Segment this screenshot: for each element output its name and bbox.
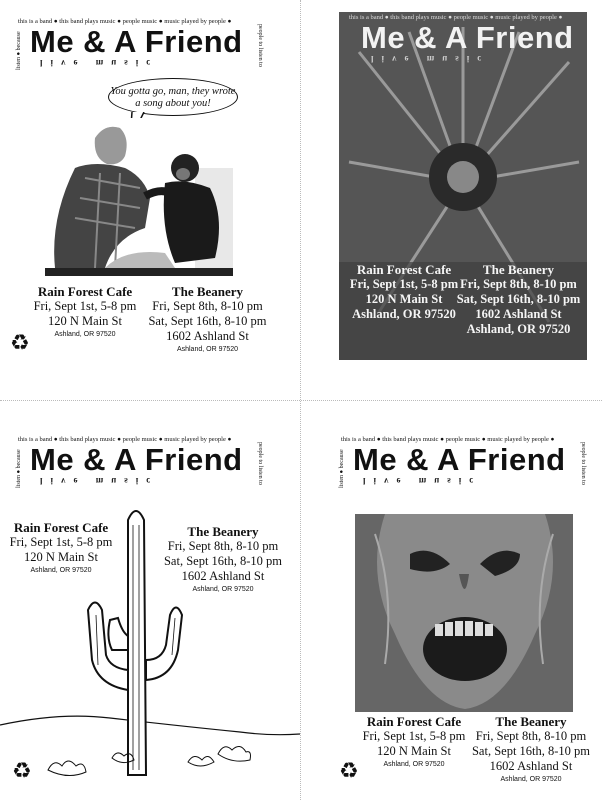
venue-address: 1602 Ashland St (166, 329, 249, 343)
venue-the-beanery (135, 284, 280, 355)
venue-rain-forest-cafe (339, 262, 469, 322)
band-slogan-left: listen ● because (16, 31, 22, 70)
flyer-subtitle: live music (371, 54, 490, 64)
speech-bubble: You gotta go, man, they wrote a song about you! (108, 78, 238, 116)
venue-city: Ashland, OR 97520 (192, 586, 254, 593)
flyer-bottom-left (0, 400, 301, 800)
flyer-top-right (301, 0, 602, 400)
band-slogan: this is a band ● this band plays music ● people music ● music played by people ● (18, 18, 232, 25)
flyer-top-left (0, 0, 301, 400)
venue-city: Ashland, OR 97520 (383, 761, 445, 768)
venue-name: The Beanery (482, 262, 555, 277)
band-slogan-right: people to listen to (580, 442, 586, 485)
venue-the-beanery (451, 262, 586, 337)
venue-name: Rain Forest Cafe (356, 262, 452, 277)
venue-the-beanery (461, 714, 601, 785)
venue-date: Fri, Sept 8th, 8-10 pm (152, 299, 263, 313)
masthead (16, 436, 263, 488)
cactus-drawing (0, 500, 300, 790)
venue-date: Fri, Sept 8th, 8-10 pm (475, 729, 587, 743)
venue-city: Ashland, OR 97520 (352, 307, 456, 321)
venue-name: The Beanery (495, 714, 567, 729)
band-slogan-left: listen ● because (16, 449, 22, 488)
flyer-title: Me & A Friend (30, 442, 243, 477)
band-slogan-right: people to listen to (257, 24, 263, 67)
flyer-bottom-right (301, 400, 602, 800)
venue-date: Fri, Sept 1st, 5-8 pm (362, 729, 466, 743)
venue-city: Ashland, OR 97520 (30, 567, 92, 574)
screaming-face-photo (355, 514, 573, 712)
recycle-icon: ♻ (12, 758, 32, 783)
venue-name: The Beanery (187, 524, 259, 539)
venue-city: Ashland, OR 97520 (54, 331, 116, 338)
venue-date: Fri, Sept 1st, 5-8 pm (9, 535, 113, 549)
venue-address: 1602 Ashland St (489, 759, 573, 773)
masthead (16, 18, 263, 70)
venue-address: 1602 Ashland St (475, 307, 562, 321)
band-slogan: this is a band ● this band plays music ● people music ● music played by people ● (349, 14, 563, 21)
venue-date: Sat, Sept 16th, 8-10 pm (471, 744, 591, 758)
recycle-icon: ♻ (339, 758, 359, 783)
flyer-subtitle: live music (40, 476, 159, 486)
venue-rain-forest-cafe (355, 714, 473, 770)
venue-name: The Beanery (171, 284, 244, 299)
venue-city: Ashland, OR 97520 (466, 322, 571, 336)
venue-address: 120 N Main St (377, 744, 451, 758)
flyer-subtitle: live music (40, 58, 159, 68)
flyer-title: Me & A Friend (353, 442, 566, 477)
venue-address: 120 N Main St (48, 314, 122, 328)
venue-rain-forest-cafe (20, 284, 150, 340)
band-slogan: this is a band ● this band plays music ● people music ● music played by people ● (18, 436, 232, 443)
venue-date: Fri, Sept 8th, 8-10 pm (167, 539, 279, 553)
venue-date: Fri, Sept 8th, 8-10 pm (460, 277, 577, 291)
band-slogan: this is a band ● this band plays music ● people music ● music played by people ● (341, 436, 555, 443)
venue-date: Sat, Sept 16th, 8-10 pm (163, 554, 283, 568)
venue-date: Fri, Sept 1st, 5-8 pm (349, 277, 459, 291)
venue-name: Rain Forest Cafe (13, 520, 109, 535)
venue-name: Rain Forest Cafe (37, 284, 133, 299)
venue-address: 120 N Main St (24, 550, 98, 564)
venue-address: 1602 Ashland St (181, 569, 265, 583)
venue-address: 120 N Main St (365, 292, 443, 306)
venue-date: Sat, Sept 16th, 8-10 pm (148, 314, 267, 328)
masthead (349, 14, 589, 66)
flyer-title: Me & A Friend (361, 20, 574, 55)
venue-city: Ashland, OR 97520 (176, 346, 239, 353)
venue-city: Ashland, OR 97520 (500, 776, 562, 783)
recycle-icon: ♻ (10, 330, 30, 355)
venue-date: Sat, Sept 16th, 8-10 pm (456, 292, 581, 306)
band-slogan-left: listen ● because (339, 449, 345, 488)
flyer-subtitle: live music (363, 476, 482, 486)
flyer-title: Me & A Friend (30, 24, 243, 59)
masthead (339, 436, 586, 488)
venue-name: Rain Forest Cafe (366, 714, 462, 729)
man-and-chimp-photo (45, 118, 233, 276)
band-slogan-right: people to listen to (257, 442, 263, 485)
venue-date: Fri, Sept 1st, 5-8 pm (33, 299, 137, 313)
